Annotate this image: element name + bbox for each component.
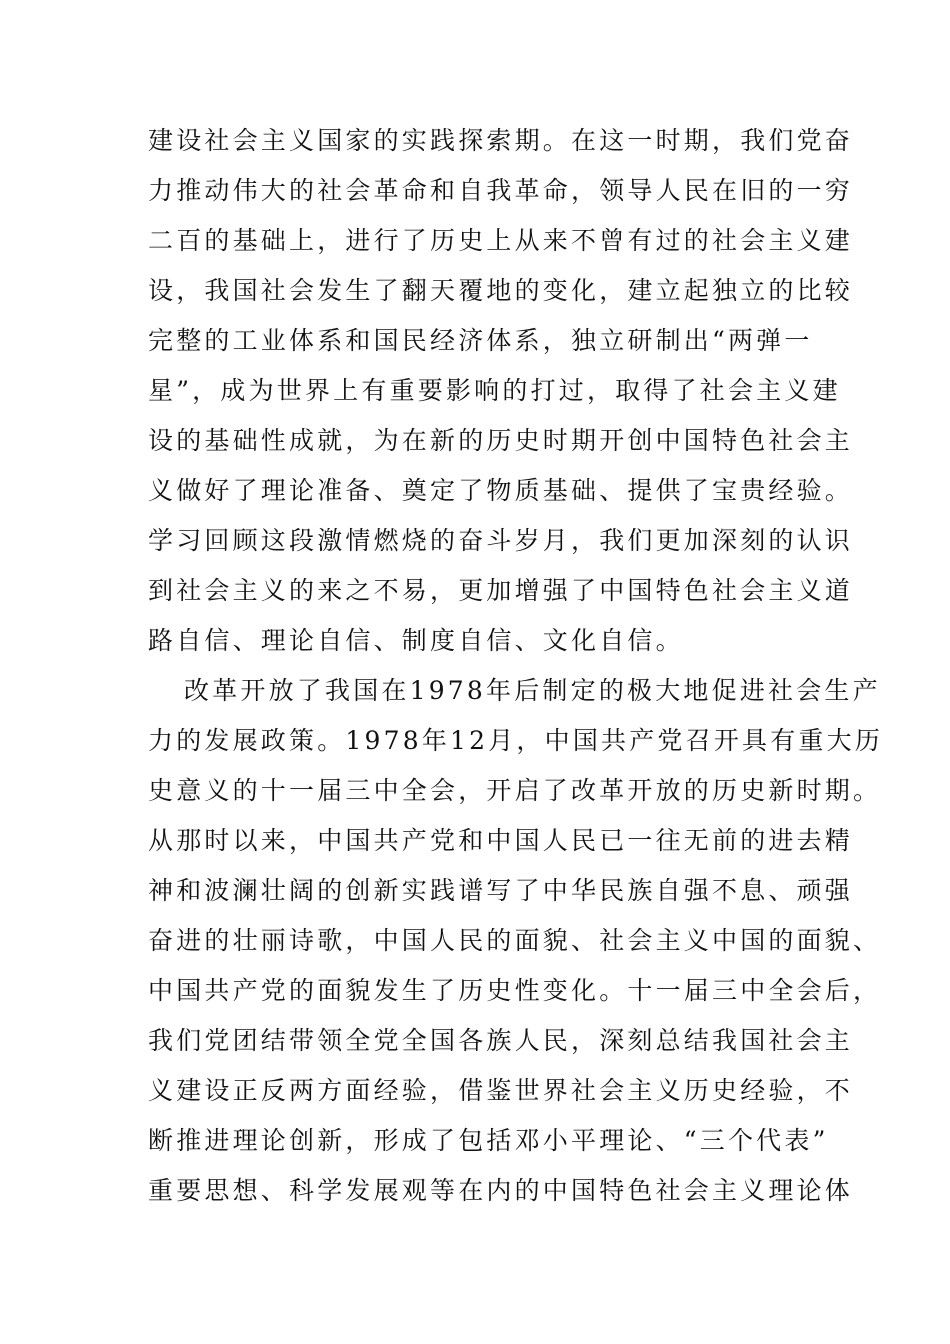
text-line: 奋进的壮丽诗歌，中国人民的面貌、社会主义中国的面貌、 [148, 926, 882, 955]
text-line: 断推进理论创新，形成了包括邓小平理论、“三个代表” [148, 1126, 829, 1155]
text-line: 从那时以来，中国共产党和中国人民已一往无前的进去精 [148, 826, 854, 855]
text-line: 我们党团结带领全党全国各族人民，深刻总结我国社会主 [148, 1026, 854, 1055]
text-line: 完整的工业体系和国民经济体系，独立研制出“两弹一 [148, 326, 813, 355]
text-line: 星”，成为世界上有重要影响的打过，取得了社会主义建 [148, 376, 841, 405]
text-line: 路自信、理论自信、制度自信、文化自信。 [148, 626, 684, 655]
text-line: 义做好了理论准备、奠定了物质基础、提供了宝贵经验。 [148, 476, 854, 505]
text-line: 二百的基础上，进行了历史上从来不曾有过的社会主义建 [148, 226, 854, 255]
text-line: 设的基础性成就，为在新的历史时期开创中国特色社会主 [148, 426, 854, 455]
text-line: 学习回顾这段激情燃烧的奋斗岁月，我们更加深刻的认识 [148, 526, 854, 555]
text-line: 重要思想、科学发展观等在内的中国特色社会主义理论体 [148, 1176, 854, 1205]
text-line: 力推动伟大的社会革命和自我革命，领导人民在旧的一穷 [148, 176, 854, 205]
text-line: 力的发展政策。1978年12月，中国共产党召开具有重大历 [148, 726, 884, 755]
text-line: 建设社会主义国家的实践探索期。在这一时期，我们党奋 [148, 126, 854, 155]
text-line: 到社会主义的来之不易，更加增强了中国特色社会主义道 [148, 576, 854, 605]
text-line: 设，我国社会发生了翻天覆地的变化，建立起独立的比较 [148, 276, 854, 305]
paragraph-first-line: 改革开放了我国在1978年后制定的极大地促进社会生产 [184, 676, 881, 705]
text-line: 义建设正反两方面经验，借鉴世界社会主义历史经验，不 [148, 1076, 854, 1105]
text-line: 中国共产党的面貌发生了历史性变化。十一届三中全会后， [148, 976, 882, 1005]
text-line: 神和波澜壮阔的创新实践谱写了中华民族自强不息、顽强 [148, 876, 854, 905]
text-line: 史意义的十一届三中全会，开启了改革开放的历史新时期。 [148, 776, 882, 805]
